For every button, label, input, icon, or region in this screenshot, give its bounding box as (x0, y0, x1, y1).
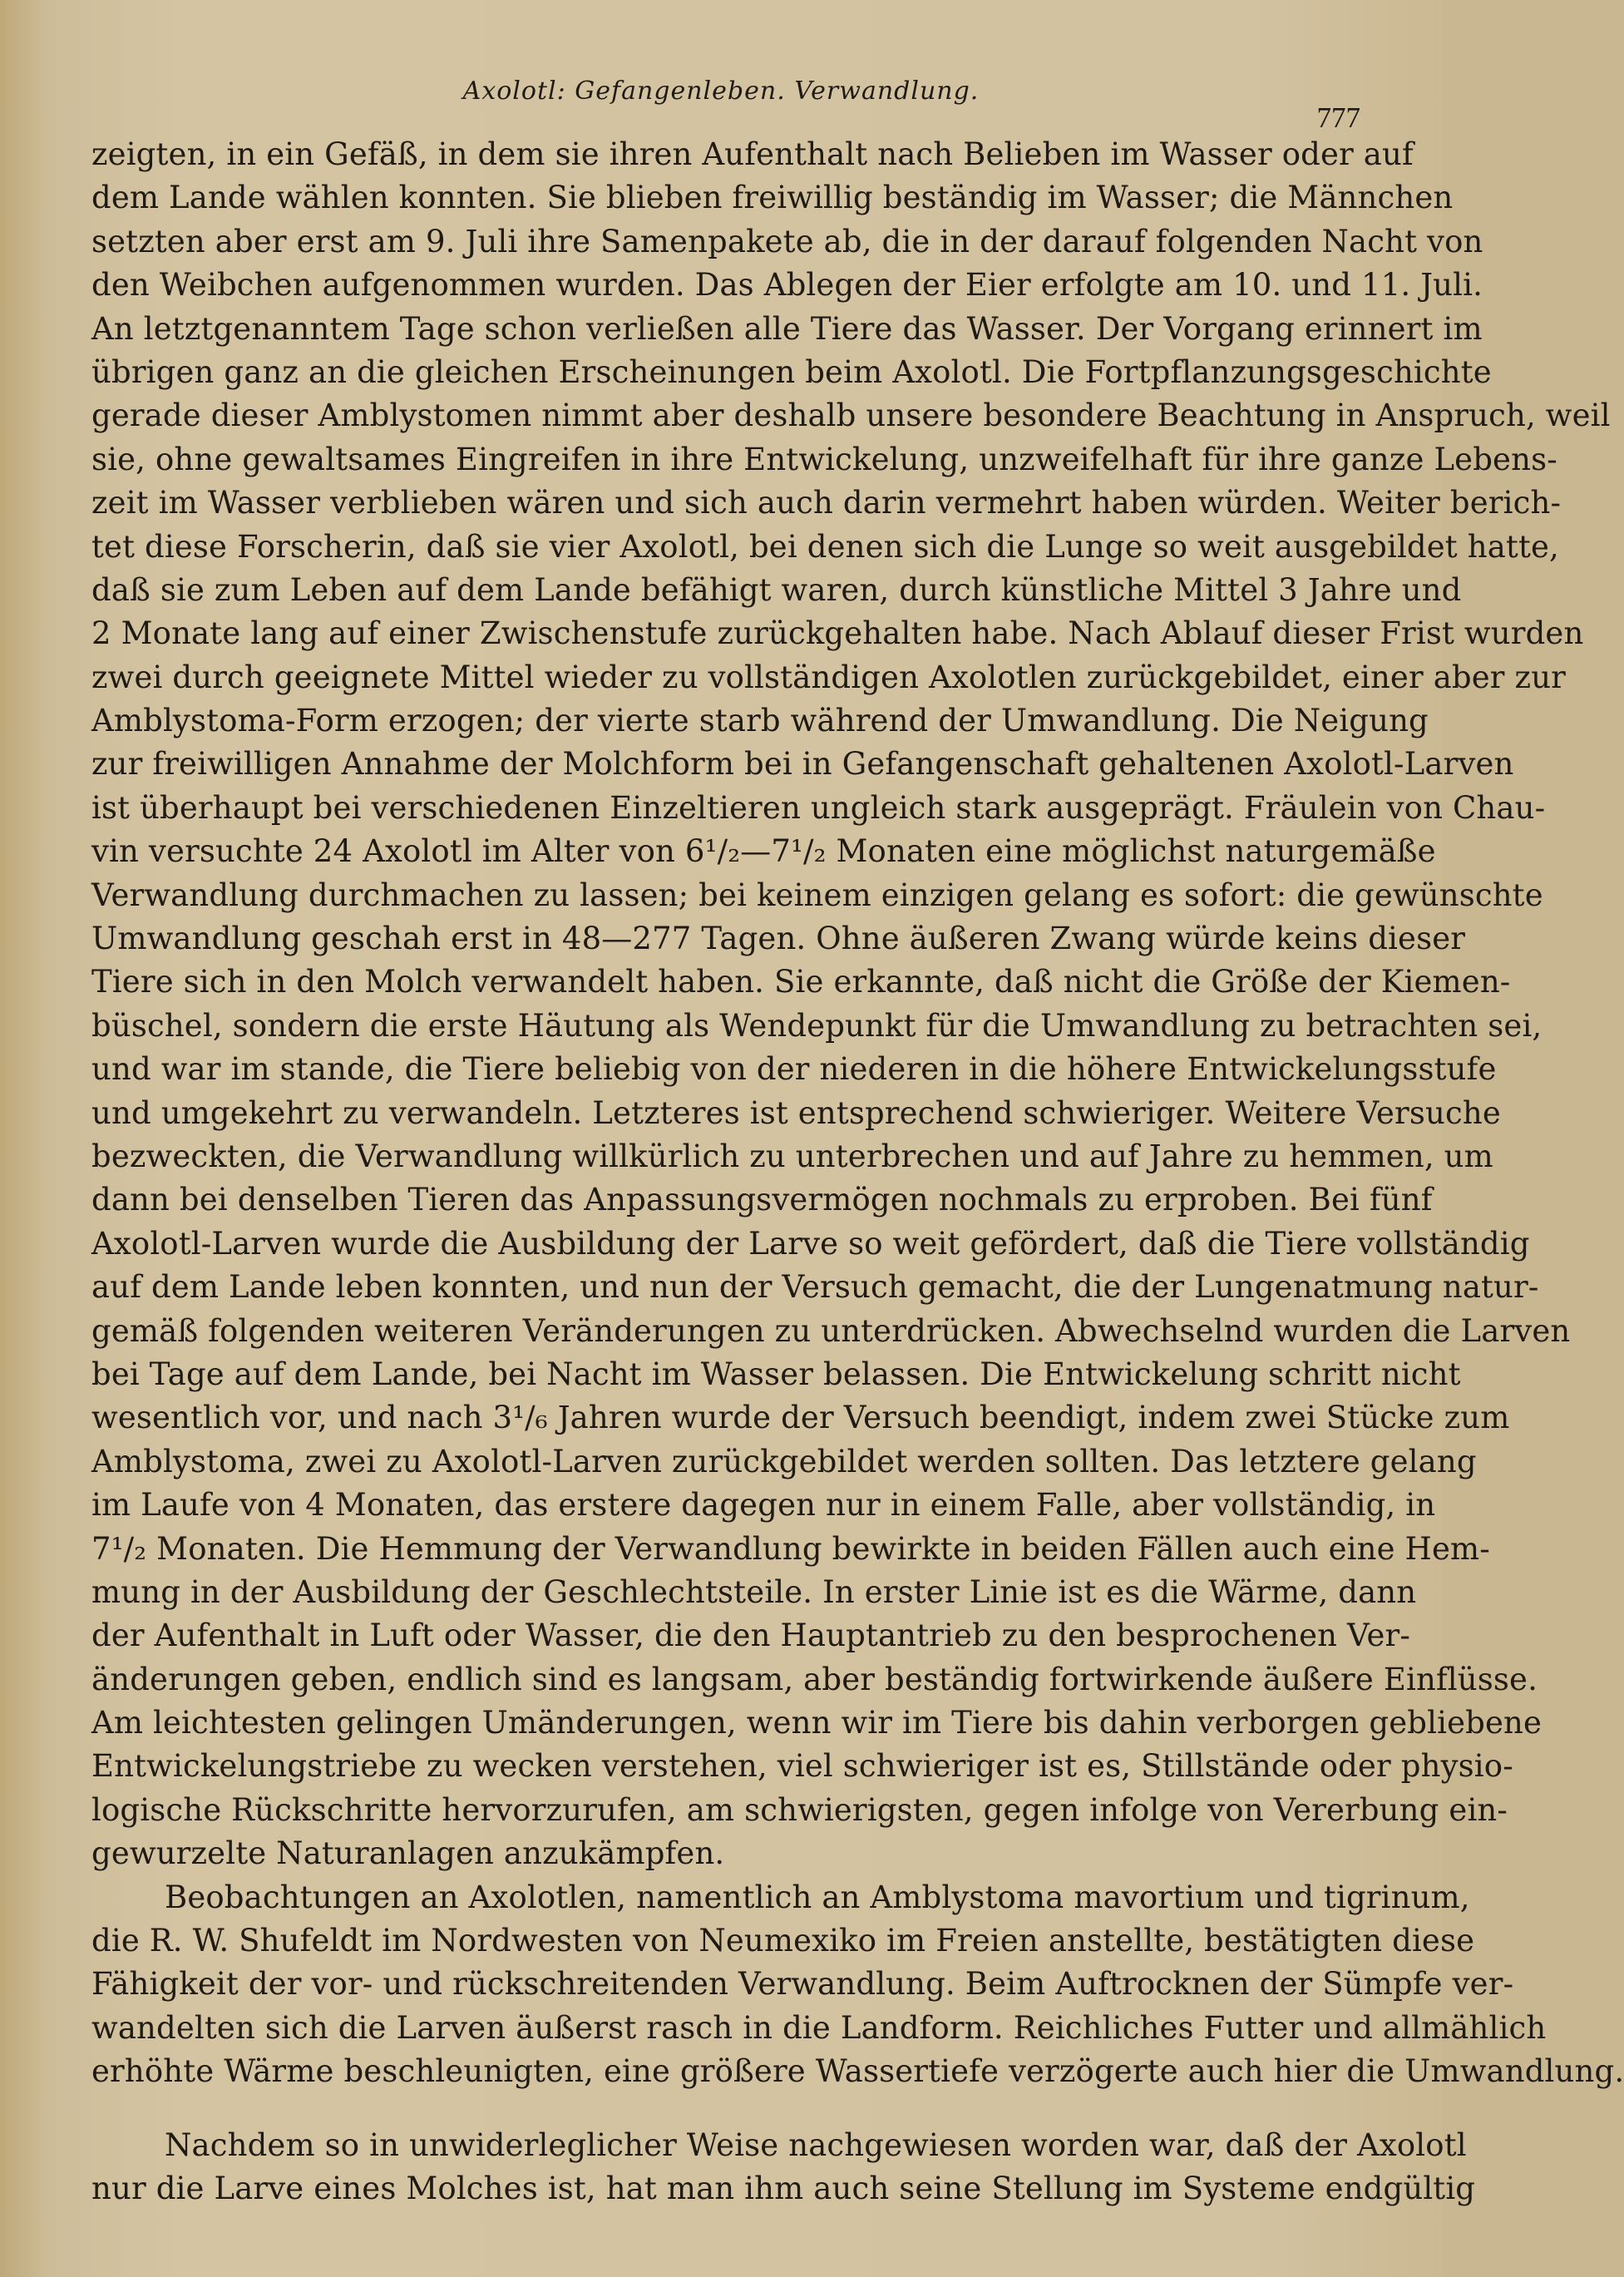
text-line: und umgekehrt zu verwandeln. Letzteres ist entsprechend schwieriger. Weitere Versuche (91, 1094, 1501, 1131)
text-line: gewurzelte Naturanlagen anzukämpfen. (91, 1835, 725, 1872)
text-line: sie, ohne gewaltsames Eingreifen in ihre Entwickelung, unzweifelhaft für ihre ganze Lebens- (91, 441, 1557, 477)
text-line: wandelten sich die Larven äußerst rasch in die Landform. Reichliches Futter und allmählich (91, 2009, 1547, 2046)
paragraph-gap (91, 2094, 1357, 2124)
text-line: dann bei denselben Tieren das Anpassungsvermögen nochmals zu erproben. Bei fünf (91, 1182, 1433, 1218)
text-line: Tiere sich in den Molch verwandelt haben. Sie erkannte, daß nicht die Größe der Kiemen- (91, 964, 1511, 1000)
text-line: nur die Larve eines Molches ist, hat man ihm auch seine Stellung im Systeme endgültig (91, 2170, 1476, 2206)
text-line: 2 Monate lang auf einer Zwischenstufe zurückgehalten habe. Nach Ablauf dieser Frist wurden (91, 615, 1584, 652)
paragraph-2 (91, 1876, 1624, 2094)
text-line: erhöhte Wärme beschleunigten, eine größere Wassertiefe verzögerte auch hier die Umwandlung. (91, 2053, 1624, 2090)
page-number: 777 (1316, 101, 1360, 134)
text-line: wesentlich vor, und nach 3¹/₆ Jahren wurde der Versuch beendigt, indem zwei Stücke zum (91, 1400, 1510, 1436)
text-line: logische Rückschritte hervorzurufen, am schwierigsten, gegen infolge von Vererbung ein- (91, 1791, 1508, 1828)
paragraph-1 (91, 133, 1611, 1876)
text-line: Nachdem so in unwiderleglicher Weise nachgewiesen worden war, daß der Axolotl (165, 2126, 1467, 2163)
text-line: der Aufenthalt in Luft oder Wasser, die den Hauptantrieb zu den besprochenen Ver- (91, 1618, 1411, 1654)
text-line: den Weibchen aufgenommen wurden. Das Ablegen der Eier erfolgte am 10. und 11. Juli. (91, 267, 1483, 304)
text-line: bezweckten, die Verwandlung willkürlich zu unterbrechen und auf Jahre zu hemmen, um (91, 1138, 1493, 1174)
text-line: Beobachtungen an Axolotlen, namentlich an Amblystoma mavortium und tigrinum, (165, 1879, 1470, 1915)
text-line: zwei durch geeignete Mittel wieder zu vollständigen Axolotlen zurückgebildet, einer aber zur (91, 659, 1567, 695)
text-line: 7¹/₂ Monaten. Die Hemmung der Verwandlung bewirkte in beiden Fällen auch eine Hem- (91, 1530, 1490, 1567)
text-line: An letztgenanntem Tage schon verließen alle Tiere das Wasser. Der Vorgang erinnert im (91, 310, 1483, 347)
text-line: zeit im Wasser verblieben wären und sich auch darin vermehrt haben würden. Weiter berich- (91, 485, 1562, 521)
text-line: gerade dieser Amblystomen nimmt aber deshalb unsere besondere Beachtung in Anspruch, weil (91, 398, 1611, 434)
text-line: Amblystoma, zwei zu Axolotl-Larven zurückgebildet werden sollten. Das letztere gelang (91, 1443, 1477, 1479)
text-line: vin versuchte 24 Axolotl im Alter von 6¹/₂—7¹/₂ Monaten eine möglichst naturgemäße (91, 833, 1436, 870)
text-line: änderungen geben, endlich sind es langsam, aber beständig fortwirkende äußere Einflüsse. (91, 1661, 1538, 1697)
text-line: und war im stande, die Tiere beliebig von der niederen in die höhere Entwickelungsstufe (91, 1051, 1497, 1088)
text-line: daß sie zum Leben auf dem Lande befähigt waren, durch künstliche Mittel 3 Jahre und (91, 571, 1462, 608)
text-line: Am leichtesten gelingen Umänderungen, wenn wir im Tiere bis dahin verborgen gebliebene (91, 1705, 1543, 1741)
text-line: Fähigkeit der vor- und rückschreitenden Verwandlung. Beim Auftrocknen der Sümpfe ver- (91, 1966, 1514, 2003)
text-line: im Laufe von 4 Monaten, das erstere dagegen nur in einem Falle, aber vollständig, in (91, 1487, 1436, 1524)
text-line: bei Tage auf dem Lande, bei Nacht im Wasser belassen. Die Entwickelung schritt nicht (91, 1356, 1461, 1392)
text-line: auf dem Lande leben konnten, und nun der Versuch gemacht, die der Lungenatmung natur- (91, 1269, 1539, 1306)
text-line: Umwandlung geschah erst in 48—277 Tagen. Ohne äußeren Zwang würde keins dieser (91, 921, 1466, 957)
text-line: ist überhaupt bei verschiedenen Einzeltieren ungleich stark ausgeprägt. Fräulein von Chau- (91, 789, 1546, 826)
text-line: zur freiwilligen Annahme der Molchform bei in Gefangenschaft gehaltenen Axolotl-Larven (91, 746, 1514, 783)
text-line: die R. W. Shufeldt im Nordwesten von Neumexiko im Freien anstellte, bestätigten diese (91, 1923, 1475, 1959)
text-line: zeigten, in ein Gefäß, in dem sie ihren Aufenthalt nach Belieben im Wasser oder auf (91, 136, 1414, 172)
text-line: Amblystoma-Form erzogen; der vierte starb während der Umwandlung. Die Neigung (91, 703, 1429, 739)
text-line: dem Lande wählen konnten. Sie blieben freiwillig beständig im Wasser; die Männchen (91, 180, 1454, 216)
text-line: tet diese Forscherin, daß sie vier Axolotl, bei denen sich die Lunge so weit ausgebildet hatte, (91, 528, 1559, 565)
paragraph-3 (91, 2124, 1476, 2211)
text-line: büschel, sondern die erste Häutung als Wendepunkt für die Umwandlung zu betrachten sei, (91, 1007, 1543, 1044)
text-line: Verwandlung durchmachen zu lassen; bei keinem einzigen gelang es sofort: die gewünschte (91, 877, 1543, 913)
running-head: Axolotl: Gefangenleben. Verwandlung. (462, 77, 980, 106)
text-line: setzten aber erst am 9. Juli ihre Samenpakete ab, die in der darauf folgenden Nacht von (91, 223, 1483, 259)
text-line: gemäß folgenden weiteren Veränderungen zu unterdrücken. Abwechselnd wurden die Larven (91, 1312, 1571, 1349)
text-line: Axolotl-Larven wurde die Ausbildung der Larve so weit gefördert, daß die Tiere vollständig (91, 1225, 1530, 1262)
text-line: Entwickelungstriebe zu wecken verstehen, viel schwieriger ist es, Stillstände oder physio- (91, 1748, 1513, 1785)
text-line: mung in der Ausbildung der Geschlechtsteile. In erster Linie ist es die Wärme, dann (91, 1573, 1417, 1610)
text-line: übrigen ganz an die gleichen Erscheinungen beim Axolotl. Die Fortpflanzungsgeschichte (91, 353, 1492, 390)
body-text (91, 133, 1624, 2210)
